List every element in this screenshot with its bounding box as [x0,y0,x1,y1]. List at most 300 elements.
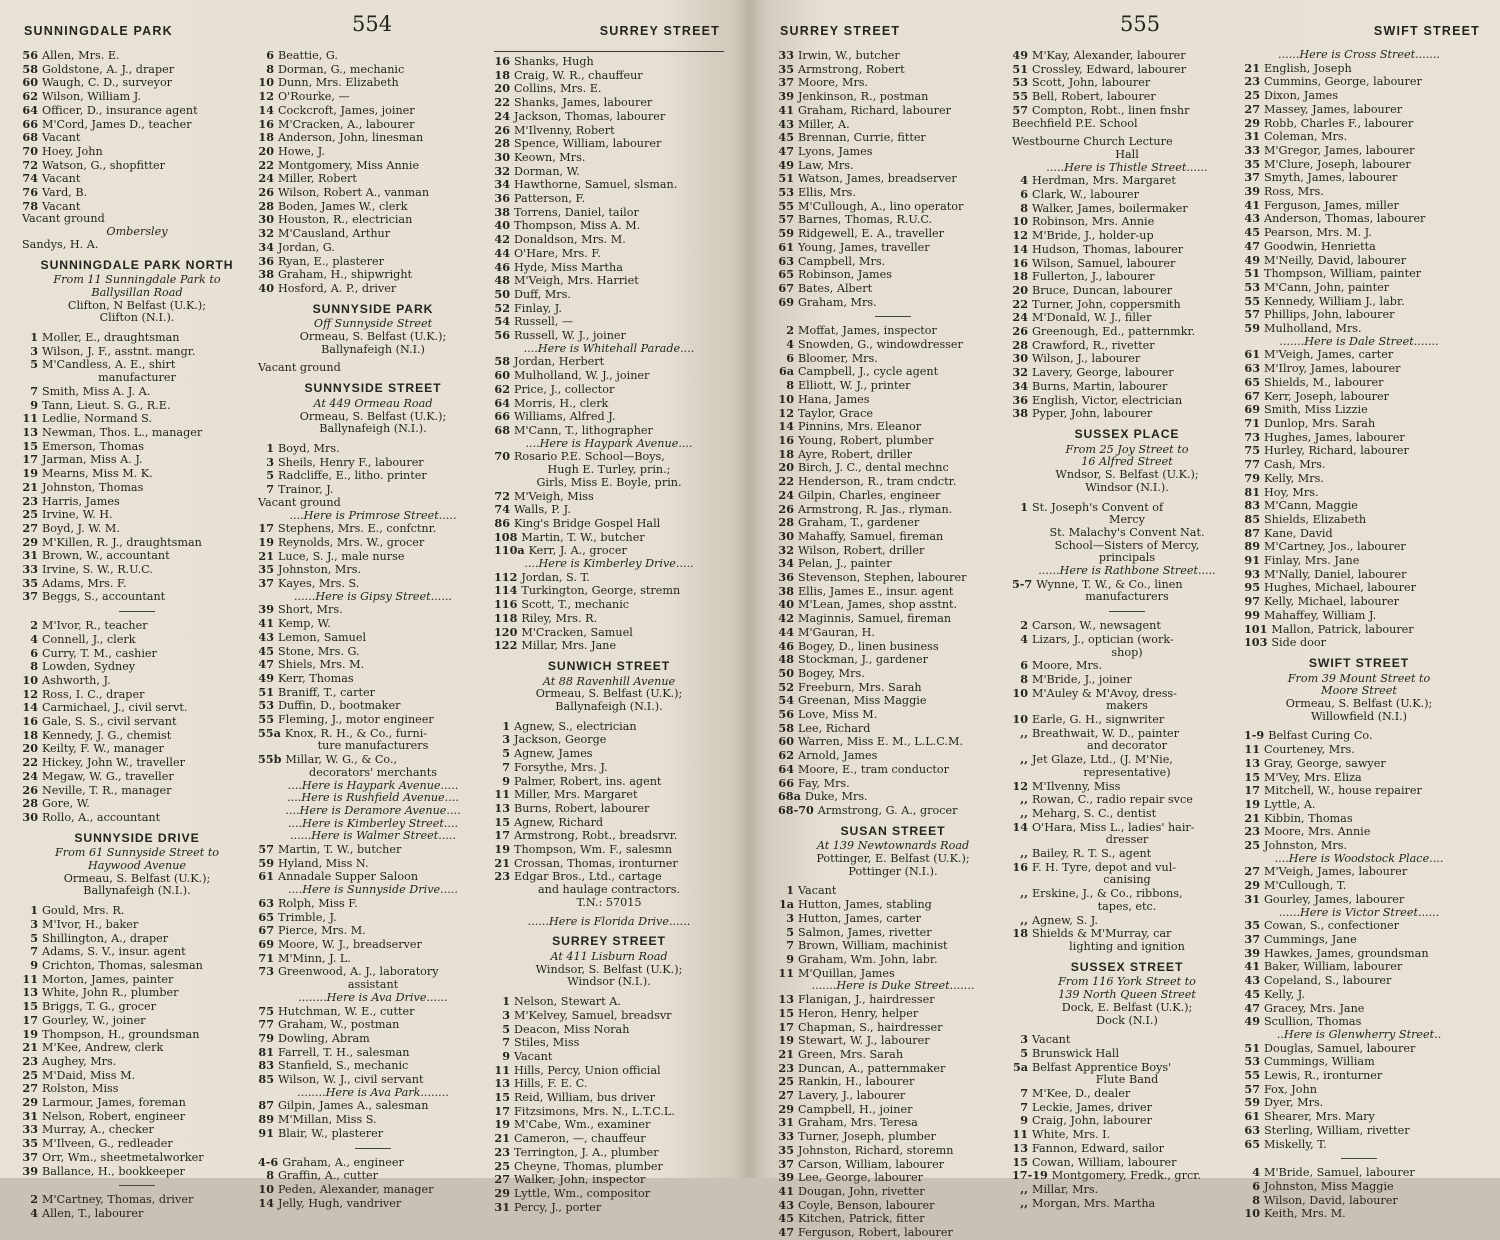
house-number: 57 [1244,1081,1260,1096]
house-number: 10 [22,672,38,687]
occupant: Wilson, Robert, driller [798,543,925,557]
occupant: M'Killen, R. J., draughtsman [42,535,202,549]
entry [22,770,252,784]
entry [1244,893,1474,907]
house-number: 29 [22,534,38,549]
entry [258,186,488,200]
entry [1244,376,1474,390]
occupant: Smyth, James, labourer [1264,171,1398,185]
house-number: 12 [1012,228,1028,243]
occupant: Cameron, —, chauffeur [514,1132,646,1146]
entry [494,626,724,640]
occupant: Mearns, Miss M. K. [42,467,153,481]
occupant: Shields, M., labourer [1264,375,1384,389]
entry [1244,348,1474,362]
occupant: Robb, Charles F., labourer [1264,116,1414,130]
plain-entry: Beechfield P.E. School [1012,116,1138,130]
occupant: Heron, Henry, helper [798,1006,919,1020]
occupant: Hyland, Miss N. [278,856,369,870]
entry [258,1032,488,1046]
entry [1244,784,1474,798]
occupant: Patterson, F. [514,192,586,206]
house-number: 14 [258,1195,274,1210]
occupant: Adams, Mrs. F. [42,576,127,590]
entry [258,563,488,577]
occupant: Ellis, Mrs. [798,186,856,200]
house-number: 57 [778,212,794,227]
occupant: Rankin, H., labourer [798,1075,915,1089]
entry [1012,861,1242,875]
continuation-line: Mercy [1108,513,1145,527]
house-number: 73 [258,964,274,979]
entry [494,995,724,1009]
house-number: 49 [1244,252,1260,267]
entry [22,186,252,200]
entry [1244,171,1474,185]
house-number: 70 [494,449,510,464]
street-heading: SUNNYSIDE PARK [312,301,434,316]
entry [1012,49,1242,63]
entry [22,784,252,798]
house-number: 42 [494,232,510,247]
entry [494,410,724,424]
entry [778,1158,1008,1172]
house-number: 10 [1012,685,1028,700]
occupant: Elliott, W. J., printer [798,379,911,393]
entry [22,1193,252,1207]
house-number: 65 [1244,374,1260,389]
occupant: Miskelly, T. [1264,1137,1327,1151]
entry [22,549,252,563]
house-number: 53 [1244,1054,1260,1069]
occupant: Miller, Mrs. Margaret [514,788,638,802]
house-number: 13 [22,985,38,1000]
house-number: 49 [1244,1014,1260,1029]
entry [494,288,724,302]
house-number: 39 [778,1170,794,1185]
house-number: 34 [258,239,274,254]
occupant: Mallon, Patrick, labourer [1271,622,1414,636]
entry [1244,403,1474,417]
house-number: 62 [22,89,38,104]
occupant: Vacant [42,131,81,145]
entry [1012,202,1242,216]
occupant: Graham, Mrs. Teresa [798,1116,918,1130]
entry [1012,847,1242,861]
house-number: 39 [1244,945,1260,960]
entry [494,178,724,192]
occupant: Collins, Mrs. E. [514,82,602,96]
entry [494,517,724,531]
occupant: Hutton, James, carter [798,911,921,925]
house-number: 35 [22,1136,38,1151]
occupant: Moffat, James, inspector [798,324,937,338]
occupant: Gilpin, James A., salesman [278,1099,429,1113]
entry [778,1185,1008,1199]
cross-street-marker: ....Here is Whitehall Parade.... [523,341,695,355]
occupant: Graham, Wm. John, labr. [798,953,938,966]
occupant: Mahaffy, Samuel, fireman [798,529,944,543]
occupant: Kemp, W. [278,617,331,631]
occupant: Bogey, Mrs. [798,666,865,680]
occupant: Houston, R., electrician [278,213,413,227]
entry [1012,1156,1242,1170]
occupant: M'Gregor, James, labourer [1264,143,1415,157]
entry [494,1187,724,1201]
occupant: Bell, Robert, labourer [1032,90,1156,104]
entry [494,1009,724,1023]
occupant: Scullion, Thomas [1264,1015,1362,1029]
house-number: 32 [258,226,274,241]
entry [1244,362,1474,376]
occupant: O'Rourke, — [278,90,350,104]
occupant: Percy, J., porter [514,1200,602,1214]
side-separator [1109,611,1145,612]
occupant: Boyd, Mrs. [278,441,340,455]
occupant: Lyttle, Wm., compositor [514,1186,651,1200]
house-number: 36 [778,570,794,585]
entry [22,385,252,399]
occupant: M'Donald, W. J., filler [1032,311,1152,325]
occupant: Lee, Richard [798,721,871,735]
occupant: Moore, W. J., breadserver [278,938,422,951]
entry [258,1197,488,1211]
house-number: 81 [1244,484,1260,499]
occupant: Shiels, Mrs. M. [278,658,365,672]
occupant: Gourley, W., joiner [42,1013,146,1027]
occupant: M'Quillan, James [798,966,895,980]
occupant: Gilpin, Charles, engineer [798,488,941,502]
occupant: Bruce, Duncan, labourer [1032,283,1173,297]
entry [1244,1166,1474,1180]
house-number: 7 [30,383,38,398]
house-number: 30 [494,149,510,164]
entry [778,1212,1008,1226]
occupant: Cowan, S., confectioner [1264,919,1400,933]
entry [778,186,1008,200]
continuation-line: manufacturer [98,371,176,385]
house-number: 34 [494,177,510,192]
occupant: Duff, Mrs. [514,287,571,301]
entry [494,315,724,329]
occupant: Kennedy, William J., labr. [1264,294,1405,308]
house-number: ,, [1020,846,1028,861]
entry [778,585,1008,599]
house-number: 59 [778,226,794,241]
house-number: 3 [30,343,38,358]
house-number: 19 [494,842,510,857]
entry [778,722,1008,736]
house-number: 43 [778,116,794,131]
occupant: Terrington, J. A., plumber [514,1145,659,1159]
house-number: 43 [258,629,274,644]
continuation-line: assistant [347,978,399,992]
occupant: Wilson, Robert A., vanman [278,186,430,200]
occupant: Gray, George, sawyer [1264,756,1386,770]
entry [1012,394,1242,408]
cross-street-marker: ..Here is Glenwherry Street.. [1276,1027,1442,1041]
occupant: Young, James, traveller [798,240,930,254]
house-number: 95 [1244,580,1260,595]
occupant: Hughes, James, labourer [1264,430,1405,444]
occupant: Bailey, R. T. S., agent [1032,847,1152,861]
house-number: 4 [30,631,38,646]
entry [778,76,1008,90]
occupant: Johnston, Mrs. [1264,839,1348,853]
street-location: Haywood Avenue [87,859,187,873]
occupant: Flanigan, J., hairdresser [798,993,935,1007]
entry [1012,1047,1242,1061]
entry [1244,89,1474,103]
occupant: Stockman, J., gardener [798,653,928,667]
occupant: M'Ilroy, James, labourer [1264,362,1401,376]
house-number: 32 [1012,365,1028,380]
entry [22,563,252,577]
house-number: 67 [778,280,794,295]
entry [22,715,252,729]
street-location: From 11 Sunningdale Park to [53,273,221,287]
occupant: Millar, Mrs. [1032,1182,1099,1196]
entry [258,672,488,686]
entry [258,49,488,63]
entry [1012,257,1242,271]
occupant: Bates, Albert [798,281,873,295]
house-number: 18 [778,446,794,461]
house-number: 11 [494,787,510,802]
entry [778,1171,1008,1185]
entry [494,1077,724,1091]
entry [22,331,252,345]
entry [258,536,488,550]
house-number: 25 [22,507,38,522]
entry [1244,295,1474,309]
entry [22,200,252,214]
house-number: 55a [258,725,281,740]
house-number: 6 [1252,1178,1260,1193]
house-number: 9 [502,773,510,788]
house-number: 64 [22,102,38,117]
occupant: St. Joseph's Convent of [1032,500,1164,514]
house-number: 43 [1244,973,1260,988]
entry [494,870,724,884]
occupant: Shillington, A., draper [42,931,169,945]
occupant: Gourley, James, labourer [1264,892,1405,906]
occupant: Rolston, Miss [42,1082,119,1096]
occupant: Gould, Mrs. R. [42,904,125,918]
house-number: 114 [494,583,518,598]
occupant: Law, Mrs. [798,158,854,172]
occupant: Massey, James, labourer [1264,102,1403,116]
column [494,49,724,1214]
occupant: Dougan, John, rivetter [798,1184,925,1198]
occupant: Shanks, Hugh [514,55,594,68]
occupant: Cummins, George, labourer [1264,75,1422,89]
entry [494,584,724,598]
side-separator [355,1148,391,1149]
house-number: 89 [258,1112,274,1127]
entry [1244,226,1474,240]
house-number: 77 [1244,457,1260,472]
entry [22,1055,252,1069]
house-number: 53 [778,185,794,200]
house-number: 69 [258,937,274,951]
house-number: 55b [258,752,282,767]
continuation-line: makers [1106,699,1148,713]
house-number: 66 [22,116,38,131]
occupant: Thompson, Miss A. M. [514,219,641,233]
occupant: Jordan, Herbert [514,355,605,369]
house-number: 31 [22,548,38,563]
house-number: 67 [258,923,274,938]
occupant: Kennedy, J. G., chemist [42,728,172,742]
street-location: Ballysillan Road [91,285,183,299]
entry [494,1105,724,1119]
entry [494,598,724,612]
entry [778,131,1008,145]
entry [1012,780,1242,794]
house-number: 9 [1020,1113,1028,1128]
house-number: 9 [786,952,794,966]
house-number: 22 [778,474,794,489]
entry [1012,1169,1242,1183]
entry [22,904,252,918]
entry [778,1103,1008,1117]
street-heading: SUNNYSIDE DRIVE [74,830,200,845]
occupant: Lowden, Sydney [42,660,136,674]
occupant: Birch, J. C., dental mechnc [798,461,949,475]
entry [778,626,1008,640]
occupant: Wilson, J., labourer [1032,352,1141,366]
occupant: Boyd, J. W. M. [42,521,120,535]
occupant: M'Cartney, Thomas, driver [42,1193,194,1207]
entry [1244,417,1474,431]
occupant: Ledlie, Normand S. [42,412,152,426]
street-heading: SUNWICH STREET [547,658,671,673]
occupant: Crossan, Thomas, ironturner [514,856,678,870]
house-number: 28 [494,136,510,151]
house-number: 11 [494,1062,510,1077]
house-number: 35 [22,575,38,590]
entry [22,49,252,63]
entry [1244,117,1474,131]
house-number: 10 [1012,214,1028,229]
entry [1244,212,1474,226]
entry [494,1064,724,1078]
entry [1012,339,1242,353]
house-number: 33 [778,1129,794,1144]
entry [778,407,1008,421]
continuation-line: Ormeau, S. Belfast (U.K.); [535,687,683,701]
house-number: 18 [494,67,510,82]
occupant: Ballance, H., bookkeeper [42,1164,185,1178]
house-number: 33 [22,1122,38,1137]
entry [1012,1128,1242,1142]
house-number: 61 [778,239,794,254]
house-number: 51 [258,684,274,699]
house-number: ,, [1020,805,1028,820]
occupant: Moore, Mrs. Annie [1264,825,1371,839]
occupant: Emerson, Thomas [42,439,144,453]
occupant: Ryan, E., plasterer [278,254,384,268]
house-number: 13 [1012,1140,1028,1155]
cross-street-marker: ....Here is Sunnyside Drive..... [288,883,458,897]
house-number: 17-19 [1012,1168,1048,1183]
entry [1012,229,1242,243]
cross-street-marker: ......Here is Rathbone Street..... [1038,564,1216,578]
cross-street-marker: ....Here is Kimberley Drive..... [524,557,694,571]
house-number: 51 [1012,61,1028,76]
house-number: 3 [266,454,274,469]
street-location: Moore Street [1321,684,1397,698]
occupant: Compton, Robt., linen fnshr [1032,103,1190,117]
occupant: Neville, T. R., manager [42,783,172,797]
entry [778,1144,1008,1158]
occupant: M'Veigh, Miss [514,489,594,503]
plain-entry: Vacant ground [258,361,341,375]
occupant: Pierce, Mrs. M. [278,924,366,938]
entry [494,397,724,411]
house-number: 28 [258,198,274,213]
house-number: 31 [1244,129,1260,144]
entry [494,247,724,261]
house-number: 75 [1244,443,1260,458]
house-number: 43 [1244,211,1260,226]
house-number: 14 [1012,241,1028,256]
entry [778,763,1008,777]
house-number: 16 [778,432,794,447]
occupant: Kerr, J. A., grocer [528,544,627,558]
house-number: 35 [1244,156,1260,171]
house-number: 12 [22,686,38,701]
house-number: 40 [258,280,274,295]
occupant: M'Bride, Samuel, labourer [1264,1166,1415,1180]
entry [494,761,724,775]
entry [778,612,1008,626]
occupant: Cheyne, Thomas, plumber [514,1159,663,1173]
house-number: 39 [1244,184,1260,199]
house-number: 68 [22,130,38,145]
house-number: ,, [1020,1195,1028,1210]
occupant: Kelly, Mrs. [1264,471,1324,485]
house-number: 31 [778,1115,794,1130]
occupant: Miller, Robert [278,172,357,186]
entry [22,90,252,104]
occupant: Luce, S. J., male nurse [278,549,405,563]
street-heading: SUSSEX STREET [1070,959,1184,974]
house-number: 7 [1020,1099,1028,1114]
column [22,48,252,1220]
occupant: Ferguson, James, miller [1264,198,1399,212]
house-number: 22 [258,157,274,172]
house-number: 17 [258,521,274,536]
entry [22,508,252,522]
entry [22,688,252,702]
entry [258,699,488,713]
house-number: 21 [22,1040,38,1055]
occupant: Campbell, Mrs. [798,254,886,268]
entry [1244,527,1474,541]
entry [1012,284,1242,298]
continuation-line: St. Malachy's Convent Nat. [1049,525,1205,539]
entry [1244,513,1474,527]
entry [1244,444,1474,458]
occupant: Jackson, George [514,733,607,747]
entry [258,241,488,255]
house-number: 61 [258,869,274,884]
house-number: 12 [778,405,794,420]
entry [22,1110,252,1124]
house-number: 10 [1244,1206,1260,1221]
